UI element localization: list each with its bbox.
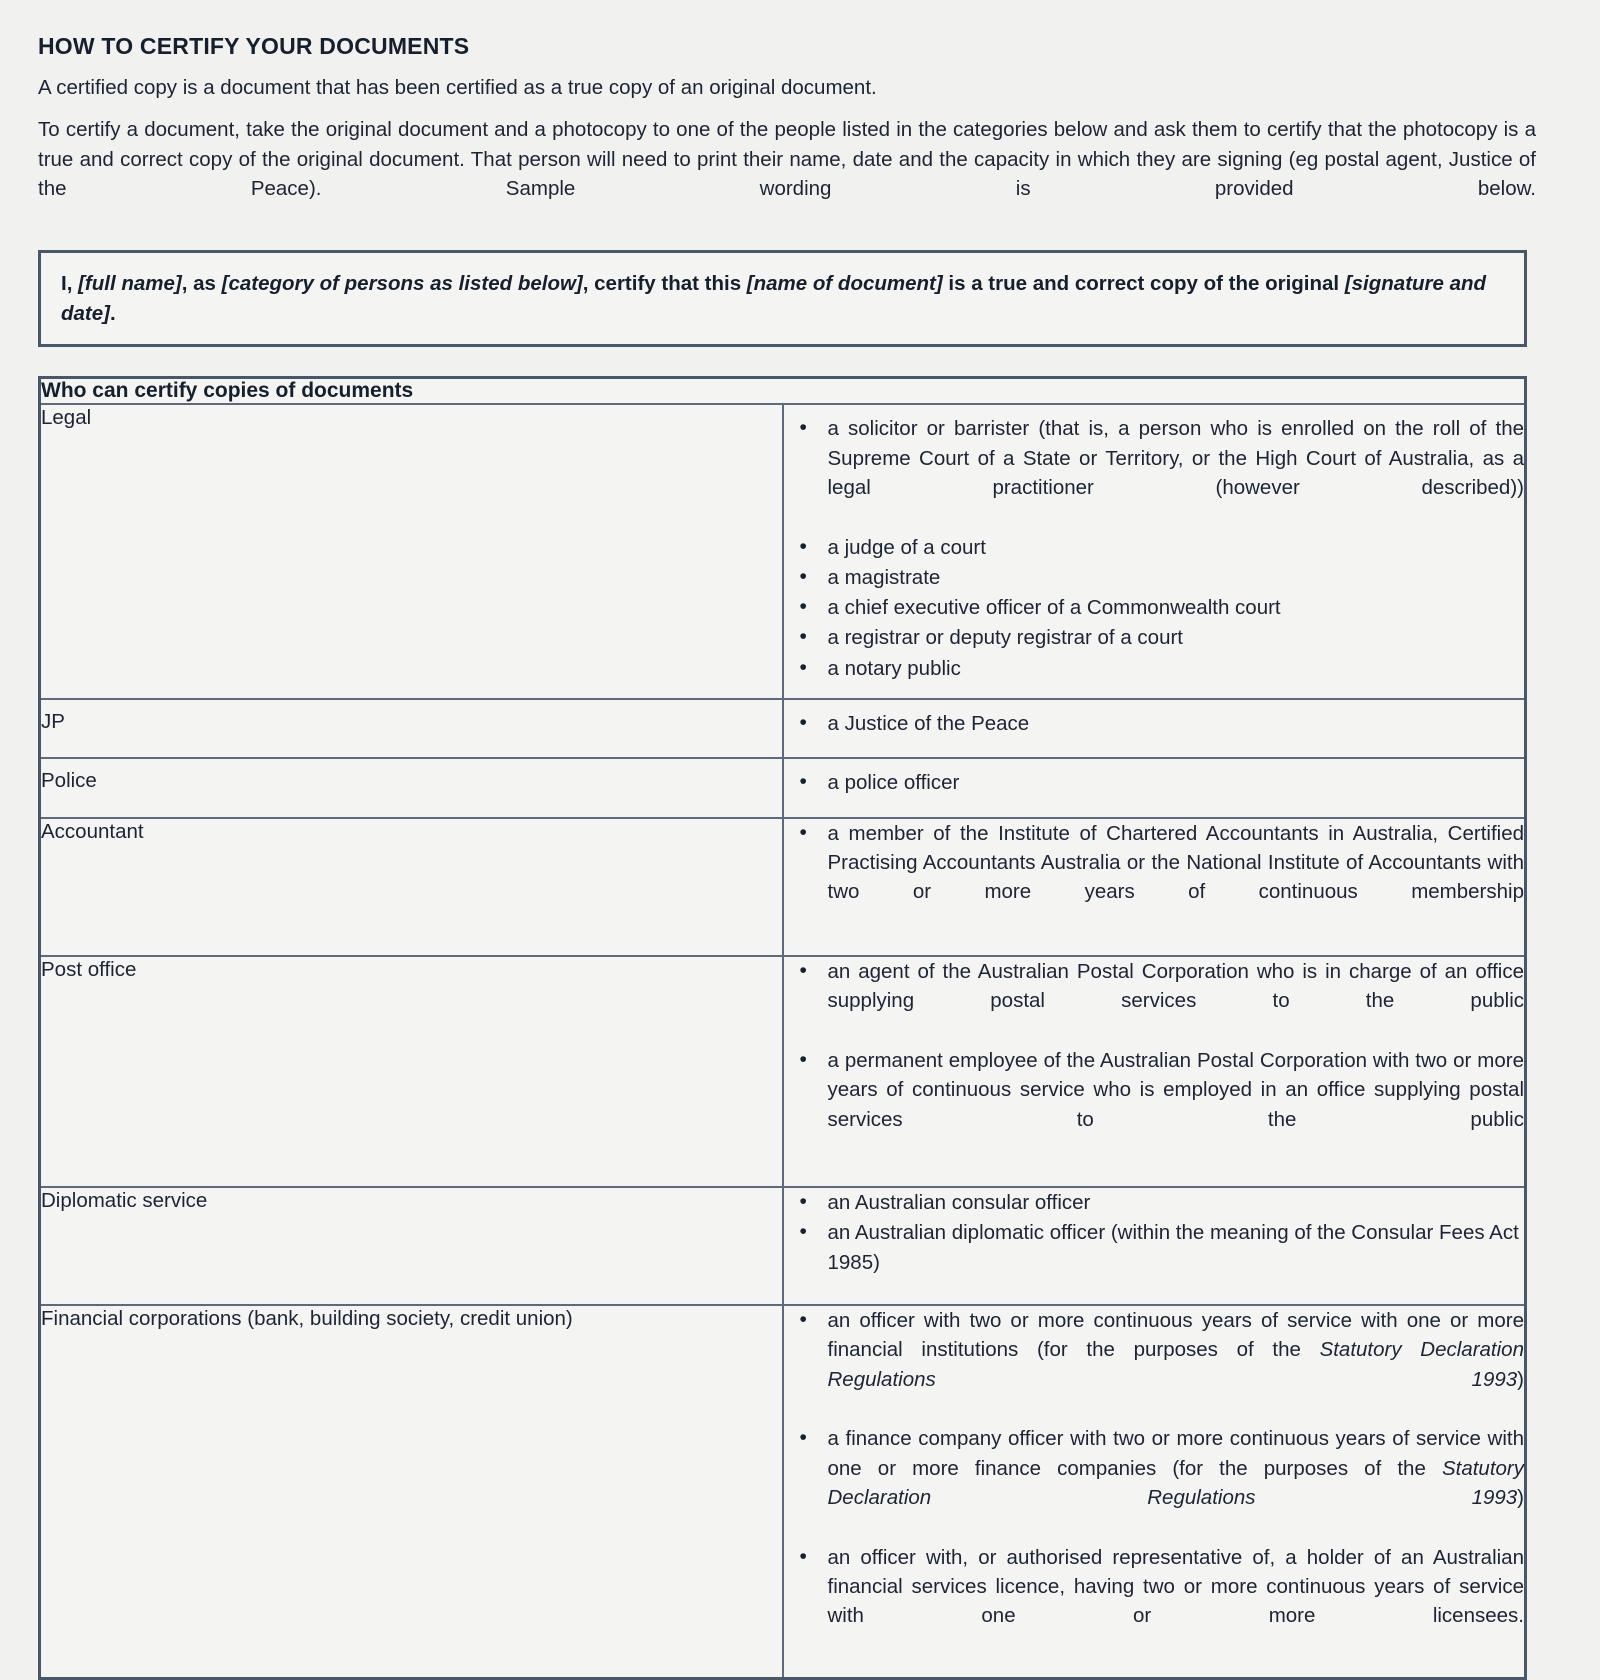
certifiers-cell-accountant — [783, 818, 1526, 956]
certifier-item: • an officer with, or authorised representative of, a holder of an Australian financial services licence, having two or more continuous years of service with one or more licensees. — [784, 1543, 1525, 1660]
certifier-list — [784, 414, 1525, 683]
certifiers-cell-diplomatic-service — [783, 1187, 1526, 1305]
certifier-list — [784, 709, 1525, 738]
certifier-list — [784, 819, 1525, 936]
certifier-item: • an officer with two or more continuous years of service with one or more financial institutions (for the purposes of the Statutory Declaration Regulations 1993) — [784, 1306, 1525, 1423]
table-row — [40, 1305, 1526, 1678]
certifier-item: • a permanent employee of the Australian Postal Corporation with two or more years of continuous service who is employed in an office supplying postal services to the public — [784, 1046, 1525, 1163]
certifier-item: • a magistrate — [784, 563, 1525, 592]
table-row — [40, 1187, 1526, 1305]
table-header-label: Who can certify copies of documents — [40, 378, 1526, 405]
category-cell-financial-corporations: Financial corporations (bank, building society, credit union) — [40, 1305, 783, 1678]
certifier-item: • a member of the Institute of Chartered Accountants in Australia, Certified Practising Accountants Australia or the National Institute of Accountants with two or more years of continuous membership — [784, 819, 1525, 936]
category-cell-jp: JP — [40, 699, 783, 758]
sample-fixed-text: , certify that this — [582, 271, 747, 295]
table-row — [40, 699, 1526, 758]
table-row — [40, 818, 1526, 956]
certifiers-cell-jp — [783, 699, 1526, 758]
certifier-list — [784, 957, 1525, 1163]
certifier-item: • a police officer — [784, 768, 1525, 797]
certifier-item: • a Justice of the Peace — [784, 709, 1525, 738]
who-can-certify-table — [38, 376, 1527, 1680]
certifiers-cell-post-office — [783, 956, 1526, 1187]
certifiers-cell-financial-corporations — [783, 1305, 1526, 1678]
sample-fixed-text: I, — [61, 271, 79, 295]
sample-fixed-text: , as — [181, 271, 222, 295]
certifier-item: • a judge of a court — [784, 533, 1525, 562]
intro-paragraph-1: A certified copy is a document that has been certified as a true copy of an original document. — [38, 76, 877, 100]
sample-placeholder: [full name] — [78, 271, 182, 295]
intro-paragraph-2: To certify a document, take the original document and a photocopy to one of the people listed in the categories below and ask them to certify that the photocopy is a true and correct copy of the original document. That person will need to print their name, date and the capacity in which they are signing (eg postal agent, Justice of the Peace). Sample wording is provided below. — [38, 118, 1536, 200]
table-row — [40, 404, 1526, 699]
sample-placeholder: [name of document] — [746, 271, 943, 295]
page-title: HOW TO CERTIFY YOUR DOCUMENTS — [38, 33, 470, 59]
certifier-item: • an Australian consular officer — [784, 1188, 1525, 1217]
table-row — [40, 758, 1526, 817]
sample-wording-box — [38, 250, 1527, 347]
certifier-item: • an Australian diplomatic officer (within the meaning of the Consular Fees Act 1985) — [784, 1218, 1525, 1277]
sample-fixed-text: . — [109, 301, 116, 325]
certifier-list — [784, 1188, 1525, 1277]
sample-placeholder: [category of persons as listed below] — [221, 271, 583, 295]
category-cell-police: Police — [40, 758, 783, 817]
certifier-list — [784, 768, 1525, 797]
table-header-row — [40, 378, 1526, 405]
table-body — [40, 404, 1526, 1678]
category-cell-accountant: Accountant — [40, 818, 783, 956]
certifier-item: • a solicitor or barrister (that is, a person who is enrolled on the roll of the Supreme Court of a State or Territory, or the High Court of Australia, as a legal practitioner (however described)) — [784, 414, 1525, 531]
certifiers-cell-police — [783, 758, 1526, 817]
sample-placeholder: [signature and date] — [61, 271, 1487, 325]
category-cell-post-office: Post office — [40, 956, 783, 1187]
certifier-item: • an agent of the Australian Postal Corporation who is in charge of an office supplying postal services to the public — [784, 957, 1525, 1045]
legislation-title: Statutory Declaration Regulations 1993 — [827, 1456, 1524, 1509]
table-row — [40, 956, 1526, 1187]
category-cell-legal: Legal — [40, 404, 783, 699]
certifier-item: • a registrar or deputy registrar of a court — [784, 623, 1525, 652]
legislation-title: Statutory Declaration Regulations 1993 — [827, 1338, 1524, 1391]
certifier-list — [784, 1306, 1525, 1660]
category-cell-diplomatic-service: Diplomatic service — [40, 1187, 783, 1305]
certifier-item: • a chief executive officer of a Commonwealth court — [784, 593, 1525, 622]
certifiers-cell-legal — [783, 404, 1526, 699]
sample-fixed-text: is a true and correct copy of the original — [942, 271, 1345, 295]
sample-wording-text — [61, 269, 1506, 328]
certifier-item: • a notary public — [784, 654, 1525, 683]
certifier-item: • a finance company officer with two or more continuous years of service with one or more finance companies (for the purposes of the Statutory Declaration Regulations 1993) — [784, 1424, 1525, 1541]
